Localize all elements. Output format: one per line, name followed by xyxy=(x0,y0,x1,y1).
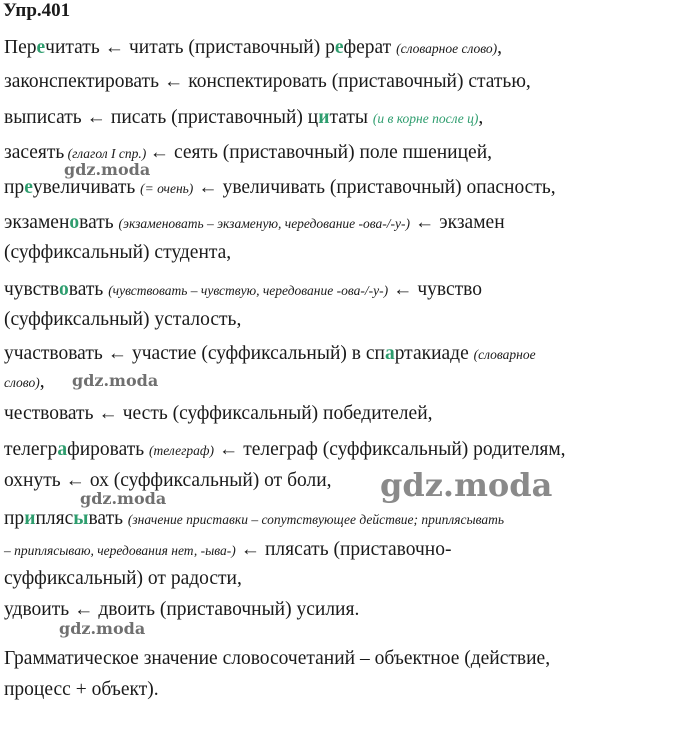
line-text: законспектировать ← конспектировать (приставочный) статью, xyxy=(4,71,531,92)
highlighted-letter: а xyxy=(57,439,68,460)
line-text: выписать ← писать (приставочный) ц xyxy=(4,107,319,128)
line-text: Пер xyxy=(4,37,37,58)
line-text: вать xyxy=(88,508,128,529)
line-text: , xyxy=(497,37,503,58)
line-text: суффиксальный) от радости, xyxy=(4,568,242,589)
highlighted-letter: е xyxy=(334,37,344,58)
line-text: ← телеграф (суффиксальный) родителям, xyxy=(214,439,566,460)
text-line-17 xyxy=(4,567,672,591)
line-text: ← сеять (приставочный) поле пшеницей, xyxy=(149,142,493,163)
line-text: процесс + объект). xyxy=(4,679,159,700)
line-text: вать xyxy=(79,212,119,233)
line-text: ← увеличивать (приставочный) опасность, xyxy=(193,177,556,198)
highlighted-letter: и xyxy=(318,107,330,128)
line-text: ← чувство xyxy=(388,279,483,300)
text-line-15 xyxy=(4,507,672,532)
highlighted-letter: ы xyxy=(73,508,89,529)
watermark: gdz.moda xyxy=(80,489,167,508)
line-text: вать xyxy=(68,279,109,300)
highlighted-letter: е xyxy=(36,37,46,58)
highlighted-letter: о xyxy=(59,279,69,300)
text-line-12 xyxy=(4,402,672,426)
text-line-16 xyxy=(4,538,672,563)
line-text: (суффиксальный) усталость, xyxy=(4,309,242,330)
line-text: удвоить ← двоить (приставочный) усилия. xyxy=(4,599,360,620)
highlighted-letter: о xyxy=(69,212,80,233)
exercise-title: Упр.401 xyxy=(3,0,71,21)
line-text: участвовать ← участие (суффиксальный) в сп xyxy=(4,343,385,364)
note: (экзаменовать – экзаменую, чередование -ова-/-у-) xyxy=(118,216,410,231)
note: (значение приставки – сопутствующее действие; приплясывать xyxy=(127,512,505,527)
watermark: gdz.moda xyxy=(64,160,151,179)
line-text: (суффиксальный) студента, xyxy=(4,242,232,263)
watermark: gdz.moda xyxy=(59,619,146,638)
line-text: пр xyxy=(4,508,25,529)
line-text: увеличивать xyxy=(32,177,141,198)
line-text: ← экзамен xyxy=(410,212,505,233)
text-line-19 xyxy=(4,647,672,671)
line-text: экзамен xyxy=(4,212,70,233)
text-line-5 xyxy=(4,176,672,201)
note: слово) xyxy=(4,375,40,390)
line-text: телегр xyxy=(4,439,58,460)
text-line-10 xyxy=(4,342,672,367)
highlighted-letter: а xyxy=(384,343,395,364)
watermark: gdz.moda xyxy=(72,371,159,390)
note: (телеграф) xyxy=(149,443,214,458)
watermark: gdz.moda xyxy=(380,466,553,504)
line-text: таты xyxy=(329,107,373,128)
line-text: засеять xyxy=(4,142,65,163)
line-text: чувств xyxy=(4,279,60,300)
text-line-6 xyxy=(4,211,672,236)
line-text: ← плясать (приставочно- xyxy=(235,539,452,560)
line-text: ферат xyxy=(343,37,397,58)
text-line-9 xyxy=(4,308,672,332)
text-line-1 xyxy=(4,36,672,61)
line-text: пляс xyxy=(35,508,74,529)
text-line-3 xyxy=(4,106,672,131)
line-text: , xyxy=(478,107,484,128)
line-text: охнуть ← ох (суффиксальный) от боли, xyxy=(4,470,332,491)
text-line-7 xyxy=(4,241,672,265)
line-text: фировать xyxy=(67,439,150,460)
note: (= очень) xyxy=(140,181,194,196)
line-text: ртакиаде xyxy=(394,343,474,364)
note: (словарное слово) xyxy=(396,41,498,56)
line-text: , xyxy=(39,371,45,392)
highlighted-letter: е xyxy=(24,177,33,198)
note: (глагол I спр.) xyxy=(64,146,150,161)
highlighted-letter: и xyxy=(24,508,36,529)
text-line-2 xyxy=(4,70,672,94)
line-text: читать ← читать (приставочный) р xyxy=(45,37,335,58)
line-text: чествовать ← честь (суффиксальный) победителей, xyxy=(4,403,433,424)
text-line-8 xyxy=(4,278,672,303)
note: (чувствовать – чувствую, чередование -ова-/-у-) xyxy=(108,283,389,298)
note: (словарное xyxy=(473,347,536,362)
note: – приплясываю, чередования нет, -ыва-) xyxy=(4,543,236,558)
text-line-13 xyxy=(4,438,672,463)
line-text: Грамматическое значение словосочетаний – объектное (действие, xyxy=(4,648,551,669)
note: (и в корне после ц) xyxy=(372,111,479,126)
line-text: пр xyxy=(4,177,25,198)
text-line-20 xyxy=(4,678,672,702)
